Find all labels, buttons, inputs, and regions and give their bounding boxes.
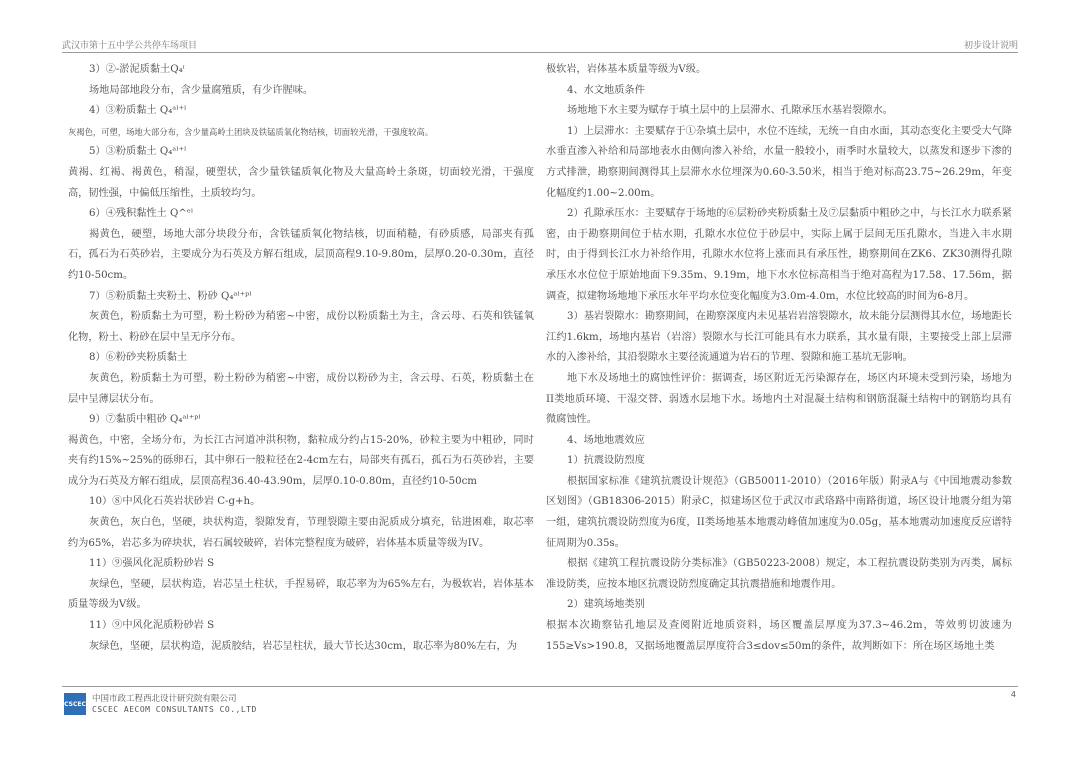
paragraph: 极软岩，岩体基本质量等级为V级。 bbox=[546, 64, 707, 75]
page-number: 4 bbox=[1010, 690, 1016, 699]
paragraph: 4、水文地质条件 bbox=[567, 84, 645, 96]
paragraph: 2）孔隙承压水：主要赋存于场地的⑥层粉砂夹粉质黏土及⑦层黏质中粗砂之中，与长江水力联系紧密，由于勘察期间位于枯水期，孔隙水水位位于砂层中，实际上属于层间无压孔隙水，当进入丰水期时，由于得到长江水力补给作用，孔隙水水位将上涨而具有承压性，勘察期间在ZK6、ZK30测得孔隙承压水水位位于原始地面下9.35m、9.19m，地下水水位标高相当于绝对高程为17.58、17.56m，据调查，拟建物场地地下承压水年平均水位变化幅度为3.0m-4.0m，水位比较高的时间为6-8月。 bbox=[546, 208, 1012, 302]
paragraph: 灰绿色，坚硬，层状构造，岩芯呈土柱状，手捏易碎，取芯率为为65%左右，为极软岩，岩体基本质量等级为V级。 bbox=[68, 578, 534, 611]
paragraph: 场地局部地段分布，含少量腐殖质，有少许腥味。 bbox=[89, 84, 314, 96]
paragraph: 1）上层滞水：主要赋存于①杂填土层中，水位不连续，无统一自由水面，其动态变化主要受大气降水垂直渗入补给和局部地表水由侧向渗入补给，水量一般较小，雨季时水量较大，以蒸发和逐步下渗的方式排泄，勘察期间测得其上层滞水水位埋深为0.60-3.50米，相当于绝对标高23.75~26.29m，年变化幅度约1.00~2.00m。 bbox=[546, 125, 1012, 199]
page-header bbox=[62, 36, 1018, 53]
page-footer bbox=[62, 686, 1018, 727]
paragraph: 地下水及场地土的腐蚀性评价：据调查，场区附近无污染源存在，场区内环境未受到污染，场地为II类地质环境、干湿交替、弱透水层地下水。场地内土对混凝土结构和钢筋混凝土结构中的钢筋均具有微腐蚀性。 bbox=[546, 372, 1012, 426]
paragraph: 灰褐色，可塑，场地大部分布，含少量高岭土团块及铁锰质氧化物结核，切面较光滑，干强度较高。 bbox=[68, 126, 434, 137]
paragraph: 4、场地地震效应 bbox=[567, 434, 645, 446]
company-name-en: CSCEC AECOM CONSULTANTS CO.,LTD bbox=[92, 705, 257, 714]
company-logo: CSCEC bbox=[64, 693, 86, 715]
paragraph: 黄褐、红褐、褐黄色，稍湿，硬塑状，含少量铁锰质氧化物及大量高岭土条斑，切面较光滑，干强度高，韧性强，中偏低压缩性，土质较均匀。 bbox=[68, 166, 534, 199]
paragraph: 9）⑦黏质中粗砂 Q₄ᵃˡ⁺ᵖˡ bbox=[89, 414, 201, 426]
header-section-title: 初步设计说明 bbox=[963, 41, 1018, 51]
paragraph: 7）⑤粉质黏土夹粉土、粉砂 Q₄ᵃˡ⁺ᵖˡ bbox=[89, 290, 252, 302]
paragraph: 11）⑨强风化泥质粉砂岩 S bbox=[89, 558, 215, 570]
header-project-title: 武汉市第十五中学公共停车场项目 bbox=[62, 41, 198, 51]
paragraph: 1）抗震设防烈度 bbox=[567, 455, 645, 467]
paragraph: 3）②-淤泥质黏土Q₄ᶦ bbox=[89, 64, 186, 75]
paragraph: 6）④残积黏性土 Q^ᵉˡ bbox=[89, 208, 194, 220]
right-column bbox=[546, 60, 1012, 657]
paragraph: 5）③粉质黏土 Q₄ᵃˡ⁺ˡ bbox=[89, 146, 187, 158]
paragraph: 8）⑥粉砂夹粉质黏土 bbox=[89, 352, 188, 364]
paragraph: 4）③粉质黏土 Q₄ᵃˡ⁺ˡ bbox=[89, 105, 187, 117]
paragraph: 11）⑨中风化泥质粉砂岩 S bbox=[89, 620, 215, 632]
paragraph: 褐黄色，中密，全场分布，为长江古河道冲洪积物，黏粒成分约占15-20%，砂粒主要为中粗砂，同时夹有约15%~25%的砾卵石，其中卵石一般粒径在2-4cm左右，局部夹有孤石，孤石为石英砂岩，主要成分为石英及方解石组成，层顶高程36.40-43.90m，层厚0.10-0.80m，直径约10-50cm bbox=[68, 434, 534, 487]
paragraph: 灰黄色，灰白色，坚硬，块状构造，裂隙发育，节理裂隙主要由泥质成分填充，钻进困难，取芯率约为65%，岩芯多为碎块状，岩石属较破碎，岩体完整程度为破碎，岩体基本质量等级为IV。 bbox=[68, 517, 534, 549]
paragraph: 灰黄色，粉质黏土为可塑，粉土粉砂为稍密~中密，成份以粉砂为主，含云母、石英，粉质黏土在层中呈薄层状分布。 bbox=[68, 372, 534, 405]
paragraph: 10）⑧中风化石英岩状砂岩 C-g+h。 bbox=[89, 496, 261, 508]
company-name-cn: 中国市政工程西北设计研究院有限公司 bbox=[92, 694, 237, 704]
paragraph: 根据《建筑工程抗震设防分类标准》（GB50223-2008）规定，本工程抗震设防类别为丙类，属标准设防类，应按本地区抗震设防烈度确定其抗震措施和地震作用。 bbox=[546, 558, 1012, 590]
paragraph: 2）建筑场地类别 bbox=[567, 599, 645, 611]
paragraph: 灰黄色，粉质黏土为可塑，粉土粉砂为稍密~中密，成份以粉质黏土为主，含云母、石英和铁锰氧化物，粉土、粉砂在层中呈无序分布。 bbox=[68, 311, 534, 343]
paragraph: 3）基岩裂隙水：勘察期间，在勘察深度内未见基岩岩溶裂隙水，故未能分层测得其水位，场地距长江约1.6km，场地内基岩（岩溶）裂隙水与长江可能具有水力联系，其水量有限，主要接受上部上层滞水的入渗补给，其沿裂隙水主要径流通道为岩石的节理、裂隙和施工基坑无影响。 bbox=[546, 311, 1012, 364]
paragraph: 褐黄色，硬塑，场地大部分块段分布，含铁锰质氧化物结核，切面稍糙，有砂质感，局部夹有孤石，孤石为石英砂岩，主要成分为石英及方解石组成，层顶高程9.10-9.80m，层厚0.20-0.30m，直径约10-50cm。 bbox=[68, 228, 534, 281]
paragraph: 根据本次勘察钻孔地层及查阅附近地质资料，场区覆盖层厚度为37.3~46.2m，等效剪切波速为155≥Vs>190.8，又据场地覆盖层厚度符合3≤dov≤50m的条件，故判断如下：所在场区场地土类 bbox=[546, 620, 1012, 652]
paragraph: 根据国家标准《建筑抗震设计规范》（GB50011-2010）（2016年版）附录A与《中国地震动参数区划图》（GB18306-2015）附录C，拟建场区位于武汉市武珞路中南路街道，场区设计地震分组为第一组，建筑抗震设防烈度为6度，II类场地基本地震动峰值加速度为0.05g，基本地震动加速度反应谱特征周期为0.35s。 bbox=[546, 475, 1012, 549]
left-column bbox=[68, 60, 534, 657]
paragraph: 场地地下水主要为赋存于填土层中的上层滞水、孔隙承压水基岩裂隙水。 bbox=[567, 105, 893, 117]
paragraph: 灰绿色，坚硬，层状构造，泥质胶结，岩芯呈柱状，最大节长达30cm，取芯率为80%左右，为 bbox=[89, 640, 517, 652]
